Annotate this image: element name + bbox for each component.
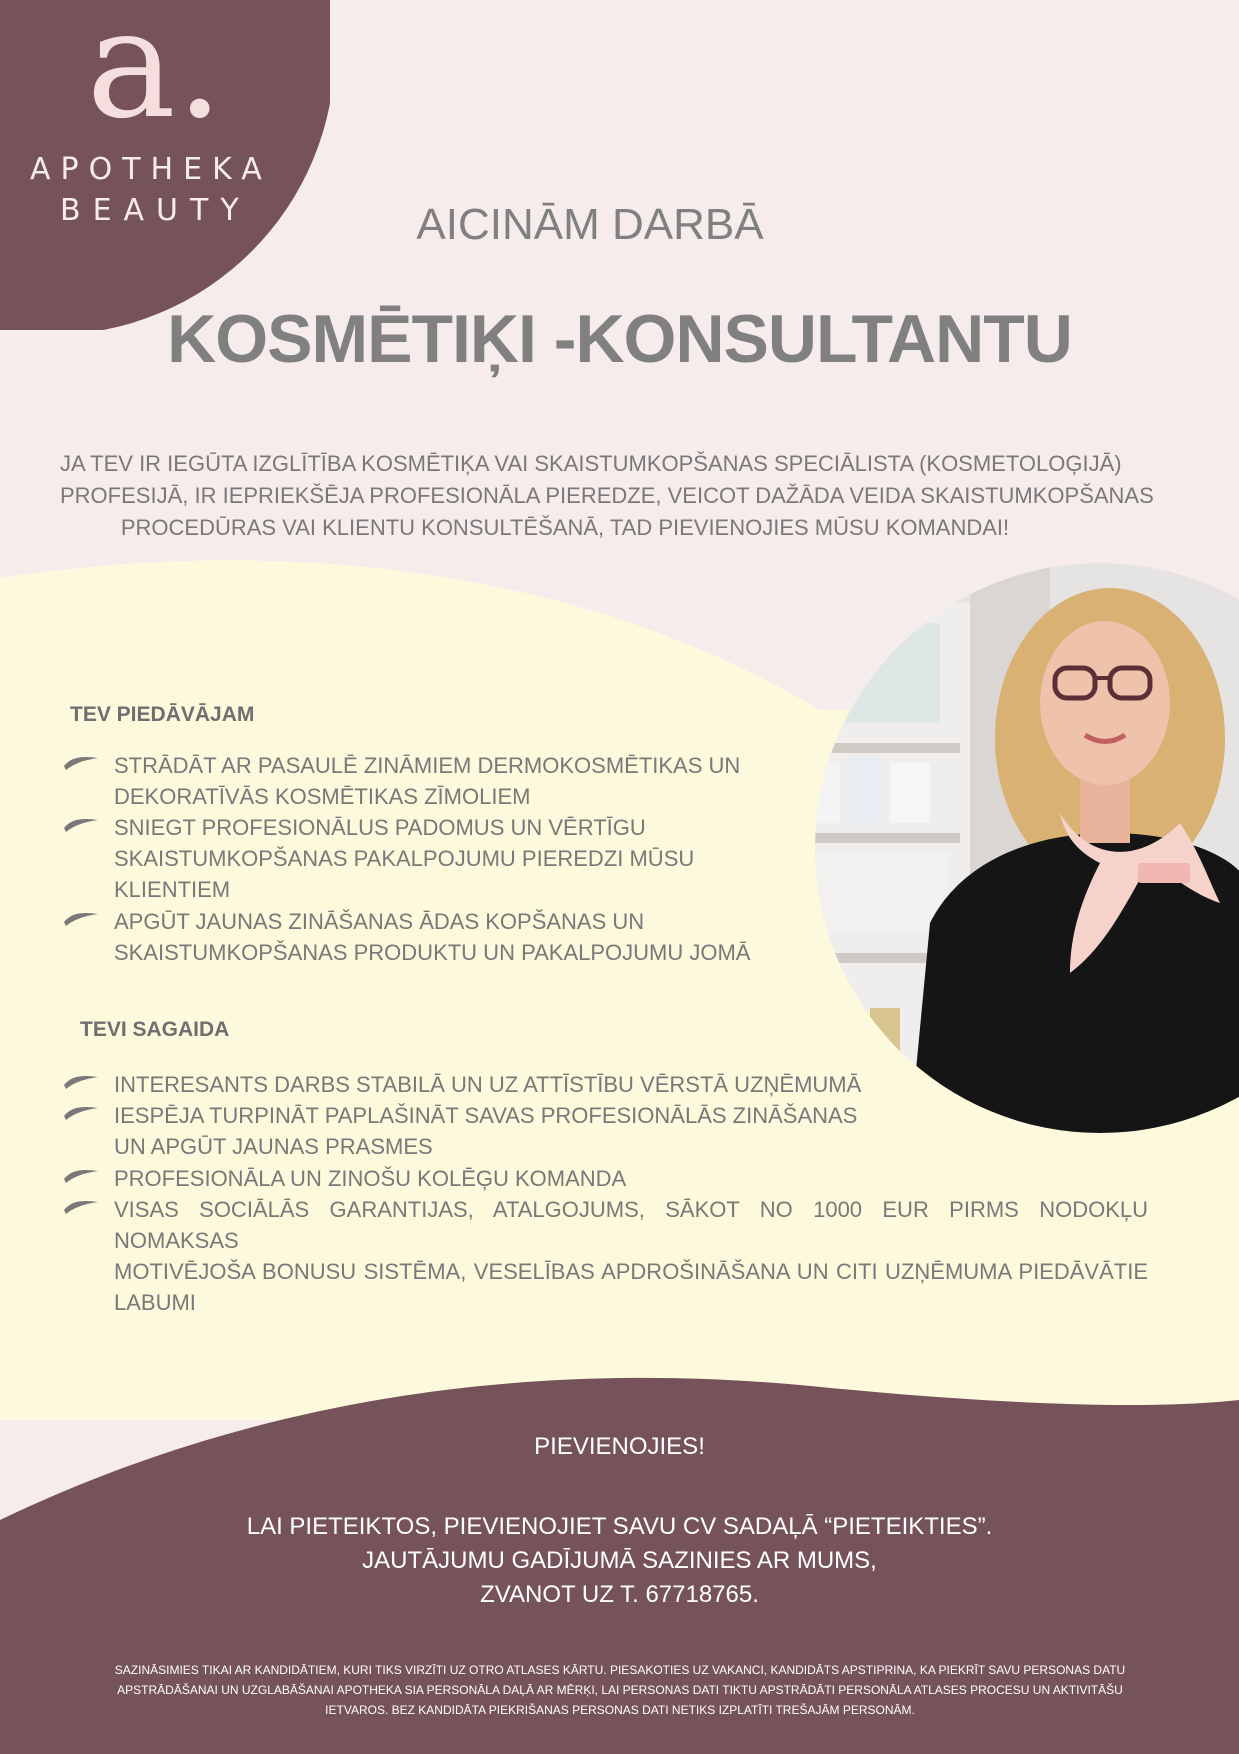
logo-text-beauty: BEAUTY bbox=[60, 193, 251, 228]
legal-disclaimer bbox=[100, 1660, 1140, 1720]
intro-paragraph bbox=[60, 448, 1154, 544]
logo-mark: a. bbox=[86, 0, 224, 152]
legal-line: APSTRĀDĀŠANAI UN UZGLABĀŠANAI APOTHEKA SIA PERSONĀLA DAĻĀ AR MĒRĶI, LAI PERSONAS DATI TIKTU APSTRĀDĀTI PERSONĀLA ATLASES PROCESU UN AKTIVITĀŠU bbox=[117, 1683, 1123, 1697]
apply-line: LAI PIETEIKTOS, PIEVIENOJIET SAVU CV SADAĻĀ “PIETEIKTIES”. bbox=[246, 1513, 993, 1540]
swoosh-bullet-icon bbox=[62, 814, 102, 834]
swoosh-bullet-icon bbox=[62, 1196, 102, 1216]
legal-line: SAZINĀSIMIES TIKAI AR KANDIDĀTIEM, KURI TIKS VIRZĪTI UZ OTRO ATLASES KĀRTU. PIESAKOTIES UZ VAKANCI, KANDIDĀTS APSTIPRINA, KA PIEKRĪT SAVU PERSONAS DATU bbox=[114, 1663, 1126, 1677]
apply-line: ZVANOT UZ T. 67718765. bbox=[480, 1581, 759, 1608]
logo-text-apotheka: APOTHEKA bbox=[30, 152, 272, 187]
page-subtitle: AICINĀM DARBĀ bbox=[416, 200, 764, 249]
awaits-heading: TEVI SAGAIDA bbox=[80, 1018, 230, 1041]
awaits-item-text: PROFESIONĀLA UN ZINOŠU KOLĒĢU KOMANDA bbox=[114, 1166, 627, 1191]
apply-instructions bbox=[0, 1510, 1239, 1612]
intro-line: PROCEDŪRAS VAI KLIENTU KONSULTĒŠANĀ, TAD PIEVIENOJIES MŪSU KOMANDAI! bbox=[120, 515, 1010, 540]
intro-line: PROFESIJĀ, IR IEPRIEKŠĒJA PROFESIONĀLA PIEREDZE, VEICOT DAŽĀDA VEIDA SKAISTUMKOPŠANAS bbox=[60, 483, 1154, 508]
awaits-item-text: VISAS SOCIĀLĀS GARANTIJAS, ATALGOJUMS, SĀKOT NO 1000 EUR PIRMS NODOKĻU NOMAKSAS MOTIVĒJOŠA BONUSU SISTĒMA, VESELĪBAS APDROŠINĀŠANA UN CITI UZŅĒMUMA PIEDĀVĀTIE LABUMI bbox=[114, 1197, 1148, 1315]
consultant-photo bbox=[770, 563, 1239, 1133]
offer-item-text: STRĀDĀT AR PASAULĒ ZINĀMIEM DERMOKOSMĒTIKAS UN DEKORATĪVĀS KOSMĒTIKAS ZĪMOLIEM bbox=[114, 753, 741, 809]
swoosh-bullet-icon bbox=[62, 1102, 102, 1122]
page-title: KOSMĒTIĶI -KONSULTANTU bbox=[167, 301, 1072, 377]
apply-line: JAUTĀJUMU GADĪJUMĀ SAZINIES AR MUMS, bbox=[362, 1547, 877, 1574]
join-heading: PIEVIENOJIES! bbox=[534, 1433, 705, 1460]
offer-item-text: SNIEGT PROFESIONĀLUS PADOMUS UN VĒRTĪGU SKAISTUMKOPŠANAS PAKALPOJUMU PIEREDZI MŪSU KLIENTIEM bbox=[114, 815, 695, 902]
swoosh-bullet-icon bbox=[62, 1071, 102, 1091]
intro-line: JA TEV IR IEGŪTA IZGLĪTĪBA KOSMĒTIĶA VAI SKAISTUMKOPŠANAS SPECIĀLISTA (KOSMETOLOĢIJĀ) bbox=[60, 451, 1122, 476]
swoosh-bullet-icon bbox=[62, 752, 102, 772]
awaits-item-text: INTERESANTS DARBS STABILĀ UN UZ ATTĪSTĪBU VĒRSTĀ UZŅĒMUMĀ bbox=[114, 1072, 862, 1097]
swoosh-bullet-icon bbox=[62, 1165, 102, 1185]
offer-item-text: APGŪT JAUNAS ZINĀŠANAS ĀDAS KOPŠANAS UN SKAISTUMKOPŠANAS PRODUKTU UN PAKALPOJUMU JOMĀ bbox=[114, 909, 751, 965]
awaits-item-text: IESPĒJA TURPINĀT PAPLAŠINĀT SAVAS PROFESIONĀLĀS ZINĀŠANAS UN APGŪT JAUNAS PRASMES bbox=[114, 1103, 858, 1159]
swoosh-bullet-icon bbox=[62, 908, 102, 928]
offer-heading: TEV PIEDĀVĀJAM bbox=[70, 703, 255, 726]
legal-line: IETVAROS. BEZ KANDIDĀTA PIEKRIŠANAS PERSONAS DATI NETIKS IZPLATĪTI TREŠAJĀM PERSONĀM. bbox=[325, 1703, 915, 1717]
